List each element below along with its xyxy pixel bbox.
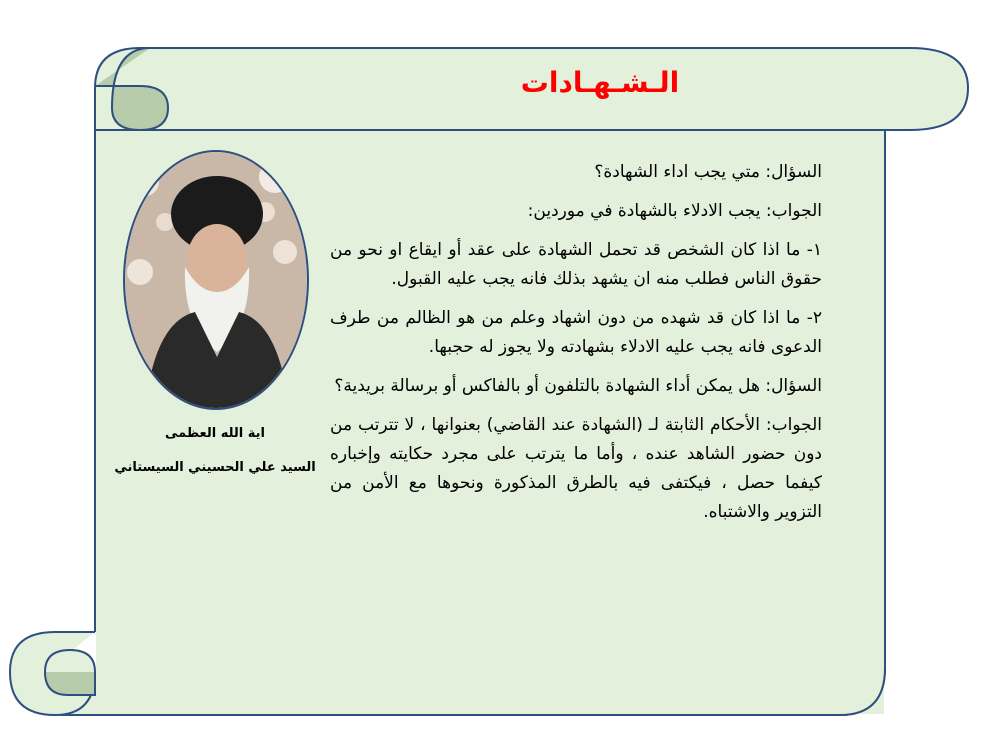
answer-1: الجواب: يجب الادلاء بالشهادة في موردين: bbox=[527, 201, 822, 221]
page-title: الـشـهـادات bbox=[520, 66, 680, 99]
portrait-image bbox=[123, 150, 309, 410]
answer-2: الجواب: الأحكام الثابتة لـ (الشهادة عند القاضي) بعنوانها ، لا تترتب من دون حضور الشاهد عنده ، وأما ما يترتب على مجرد حكايته وإخباره كيفما حصل ، فيكتفى فيه بالطرق المذكورة ونحوها مع الأمن من التزوير والاشتباه. bbox=[330, 415, 822, 522]
question-1: السؤال: متي يجب اداء الشهادة؟ bbox=[594, 162, 822, 182]
answer-1-case-2: ٢- ما اذا كان قد شهده من دون اشهاد وعلم من هو الظالم من طرف الدعوى فانه يجب عليه الادلاء بشهادته ولا يجوز له حجبها. bbox=[330, 308, 822, 357]
question-2: السؤال: هل يمكن أداء الشهادة بالتلفون أو بالفاكس أو برسالة بريدية؟ bbox=[334, 376, 822, 396]
answer-1-case-1: ١- ما اذا كان الشخص قد تحمل الشهادة على عقد أو ايقاع او نحو من حقوق الناس فطلب منه ان يشهد بذلك فانه يجب عليه القبول. bbox=[330, 240, 822, 289]
fatwa-text bbox=[330, 158, 822, 537]
portrait-caption-name: السيد علي الحسيني السيستاني bbox=[114, 460, 316, 475]
portrait-caption-title: اية الله العظمى bbox=[164, 426, 265, 441]
